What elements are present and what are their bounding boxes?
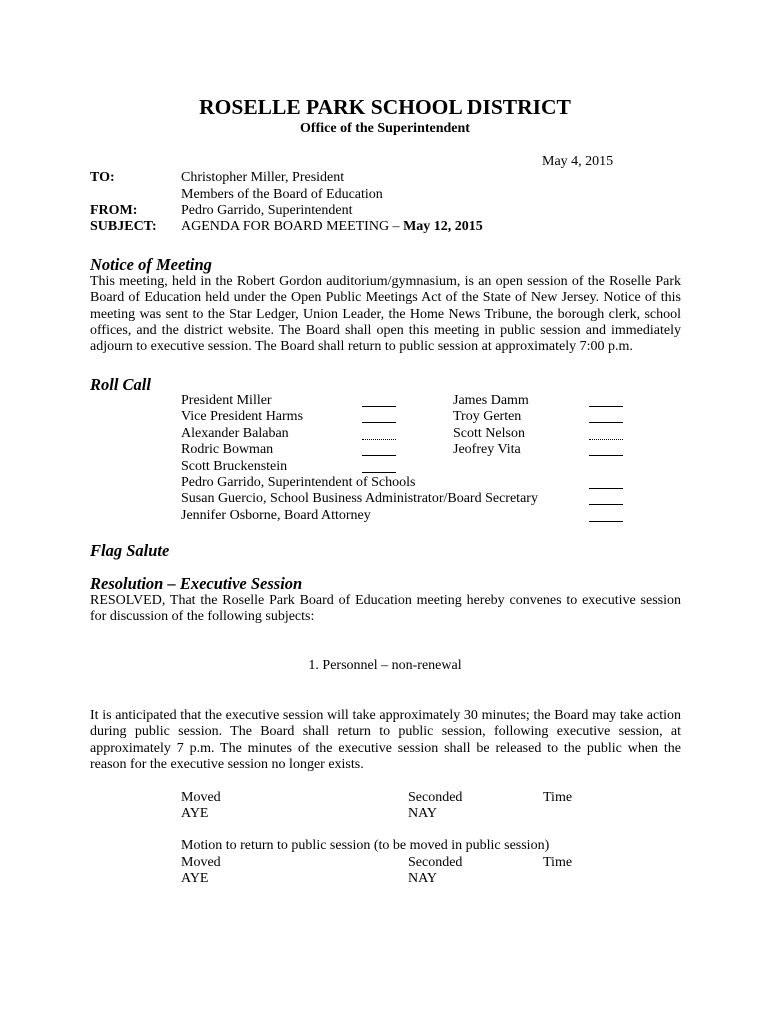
to-line: Members of the Board of Education (181, 187, 383, 202)
resolution-heading: Resolution – Executive Session (90, 574, 303, 593)
roll-call-member: James Damm (453, 393, 529, 408)
agenda-item: 1. Personnel – non-renewal (308, 658, 462, 673)
roll-call-member: Jeofrey Vita (453, 442, 521, 457)
attendance-line (589, 406, 623, 407)
vote-nay: NAY (408, 871, 438, 886)
vote-seconded: Seconded (408, 790, 463, 805)
from-value: Pedro Garrido, Superintendent (181, 203, 353, 218)
subject-label: SUBJECT: (90, 219, 157, 234)
memo-date: May 4, 2015 (542, 154, 614, 169)
subject-date: May 12, 2015 (403, 219, 483, 234)
subject-value (181, 219, 483, 235)
notice-heading: Notice of Meeting (90, 255, 212, 274)
attendance-line (589, 521, 623, 522)
page-title: ROSELLE PARK SCHOOL DISTRICT (199, 95, 571, 119)
roll-call-member: Alexander Balaban (181, 426, 289, 441)
attendance-line (362, 422, 396, 423)
attendance-line (589, 488, 623, 489)
vote-seconded: Seconded (408, 855, 463, 870)
attendance-line (589, 422, 623, 423)
roll-call-staff: Susan Guercio, School Business Administrator/Board Secretary (181, 491, 538, 506)
flag-salute-heading: Flag Salute (90, 541, 170, 560)
page-subtitle: Office of the Superintendent (300, 121, 470, 136)
to-label: TO: (90, 170, 115, 185)
attendance-line (362, 455, 396, 456)
vote-time: Time (543, 855, 573, 870)
vote-moved: Moved (181, 855, 221, 870)
notice-text: This meeting, held in the Robert Gordon auditorium/gymnasium, is an open session of the Roselle Park Board of Education held under the Open Public Meetings Act of the State of New Jersey. Notice of this meeting was sent to the Star Ledger, Union Leader, the Home News Tribune, the borough clerk, school offices, and the district website. The Board shall open this meeting in public session and immediately adjourn to executive session. The Board shall return to public session at approximately 7:00 p.m. (90, 274, 681, 355)
roll-call-staff: Jennifer Osborne, Board Attorney (181, 508, 371, 523)
anticipated-text: It is anticipated that the executive session will take approximately 30 minutes; the Board may take action during public session. The Board shall return to public session, following executive session, at approximately 7 p.m. The minutes of the executive session shall be released to the public when the reason for the executive session no longer exists. (90, 708, 681, 772)
resolution-text: RESOLVED, That the Roselle Park Board of Education meeting hereby convenes to executive session for discussion of the following subjects: (90, 593, 681, 625)
roll-call-member: Scott Nelson (453, 426, 525, 441)
attendance-line (362, 439, 396, 440)
roll-call-member: Scott Bruckenstein (181, 459, 288, 474)
attendance-line (589, 439, 623, 440)
vote-time: Time (543, 790, 573, 805)
from-label: FROM: (90, 203, 138, 218)
attendance-line (589, 504, 623, 505)
attendance-line (362, 406, 396, 407)
roll-call-member: President Miller (181, 393, 272, 408)
roll-call-member: Rodric Bowman (181, 442, 274, 457)
vote-aye: AYE (181, 871, 209, 886)
vote-aye: AYE (181, 806, 209, 821)
to-line: Christopher Miller, President (181, 170, 345, 185)
motion-text: Motion to return to public session (to be moved in public session) (181, 838, 550, 853)
subject-text: AGENDA FOR BOARD MEETING – (181, 219, 404, 234)
attendance-line (362, 472, 396, 473)
roll-call-member: Vice President Harms (181, 409, 304, 424)
vote-moved: Moved (181, 790, 221, 805)
vote-nay: NAY (408, 806, 438, 821)
roll-call-member: Troy Gerten (453, 409, 522, 424)
roll-call-staff: Pedro Garrido, Superintendent of Schools (181, 475, 416, 490)
roll-call-heading: Roll Call (90, 375, 151, 394)
attendance-line (589, 455, 623, 456)
